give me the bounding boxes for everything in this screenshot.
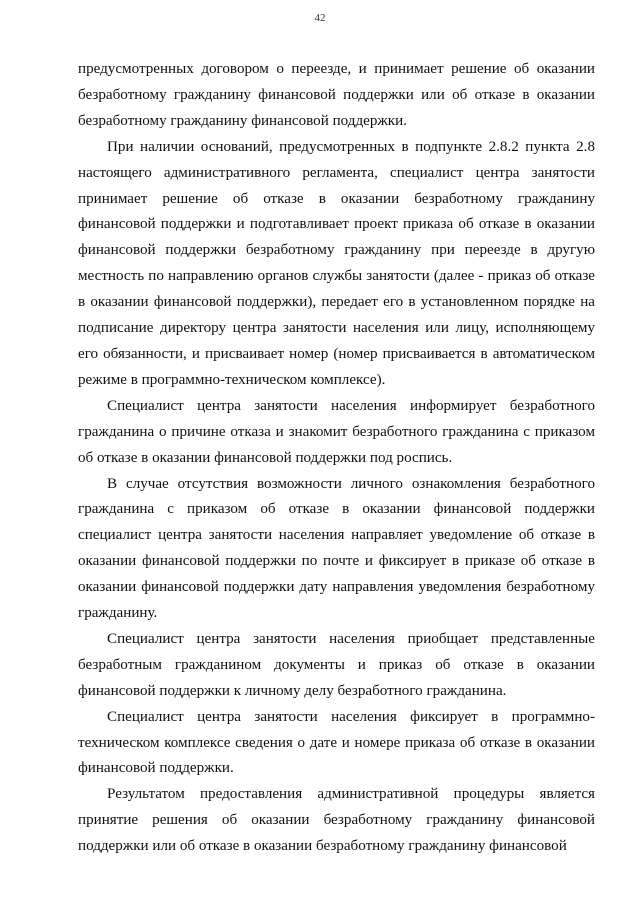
page-number: 42 (314, 12, 326, 24)
paragraph-attach-documents: Специалист центра занятости населения приобщает представленные безработным гражданином документы и приказ об отказе в оказании финансовой поддержки к личному делу безработного гражданина. (78, 630, 595, 699)
paragraph-record-order: Специалист центра занятости населения фиксирует в программно-техническом комплексе сведения о дате и номере приказа об отказе в оказании финансовой поддержки. (78, 708, 595, 777)
paragraph-continuation: предусмотренных договором о переезде, и принимает решение об оказании безработному гражданину финансовой поддержки или об отказе в оказании безработному гражданину финансовой поддержки. (78, 61, 595, 129)
document-body (78, 57, 595, 860)
paragraph-postal-notice: В случае отсутствия возможности личного ознакомления безработного гражданина с приказом об отказе в оказании финансовой поддержки специалист центра занятости населения направляет уведомление об отказе в оказании финансовой поддержки по почте и фиксирует в приказе об отказе в оказании финансовой поддержки дату направления уведомления безработному гражданину. (78, 475, 595, 622)
paragraph-inform-citizen: Специалист центра занятости населения информирует безработного гражданина о причине отказа и знакомит безработного гражданина с приказом об отказе в оказании финансовой поддержки под роспись. (78, 397, 595, 466)
paragraph-procedure-result: Результатом предоставления административной процедуры является принятие решения об оказании безработному гражданину финансовой поддержки или об отказе в оказании безработному гражданину финансовой (78, 786, 595, 855)
paragraph-refusal-grounds: При наличии оснований, предусмотренных в подпункте 2.8.2 пункта 2.8 настоящего административного регламента, специалист центра занятости принимает решение об отказе в оказании безработному гражданину финансовой поддержки и подготавливает проект приказа об отказе в оказании финансовой поддержки безработному гражданину при переезде в другую местность по направлению органов службы занятости (далее - приказ об отказе в оказании финансовой поддержки), передает его в установленном порядке на подписание директору центра занятости населения или лицу, исполняющему его обязанности, и присваивает номер (номер присваивается в автоматическом режиме в программно-техническом комплексе). (78, 138, 595, 388)
